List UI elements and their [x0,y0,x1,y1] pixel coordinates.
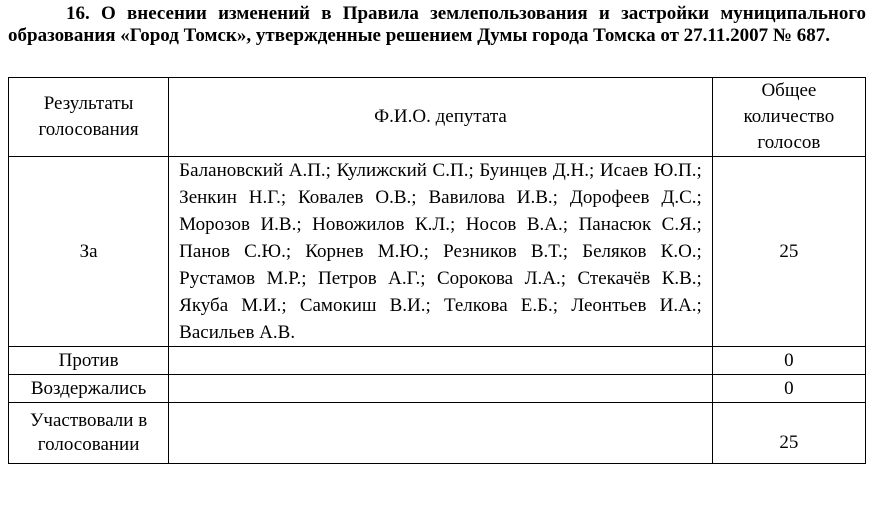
deputy-name: Леонтьев И.А.; [571,295,702,316]
deputy-name: Балановский А.П.; [179,160,331,181]
deputy-name: Буинцев Д.Н.; [479,160,595,181]
deputy-name: Ковалев О.В.; [298,187,417,208]
deputy-name: Самокиш В.И.; [299,295,431,316]
vote-count: 0 [712,347,865,375]
table-header-row [9,78,866,157]
deputy-name: Панасюк С.Я.; [578,214,702,235]
vote-count: 25 [712,157,865,347]
deputy-name: Беляков К.О.; [582,241,702,262]
table-row [9,347,866,375]
item-title: О внесении изменений в Правила землепользования и застройки муниципального образования «Город Томск», утвержденные решением Думы города Томска от 27.11.2007 № 687. [8,3,867,46]
header-total-votes: Общее количество голосов [712,78,865,157]
deputy-name: Резников В.Т.; [443,241,569,262]
voting-results-table [8,77,866,464]
item-heading [8,3,866,47]
table-row [9,157,866,347]
vote-count: 0 [712,375,865,403]
deputy-names-cell [169,347,713,375]
vote-count: 25 [712,403,865,464]
result-label: Воздержались [9,375,169,403]
deputy-name: Зенкин Н.Г.; [179,187,287,208]
deputy-names-cell [169,375,713,403]
deputy-name: Сорокова Л.А.; [437,268,566,289]
deputy-names-cell [169,403,713,464]
deputy-name: Якуба М.И.; [179,295,287,316]
deputy-names-cell [169,157,713,347]
deputy-name: Панов С.Ю.; [179,241,292,262]
deputy-name: Васильев А.В. [179,322,296,343]
result-label: Участвовали в голосовании [9,403,169,464]
deputy-name: Исаев Ю.П.; [599,160,702,181]
deputy-name: Вавилова И.В.; [428,187,558,208]
deputy-name: Петров А.Г.; [318,268,426,289]
item-number: 16. [66,3,90,24]
result-label: За [9,157,169,347]
deputy-name: Кулижский С.П.; [336,160,474,181]
deputy-name: Дорофеев Д.С.; [569,187,702,208]
header-deputy-name: Ф.И.О. депутата [169,78,713,157]
deputy-name: Морозов И.В.; [179,214,302,235]
deputy-name: Новожилов К.Л.; [312,214,456,235]
table-row [9,375,866,403]
result-label: Против [9,347,169,375]
header-results: Результаты голосования [9,78,169,157]
deputy-name: Стекачёв К.В.; [577,268,702,289]
deputy-name: Рустамов М.Р.; [179,268,307,289]
table-row [9,403,866,464]
deputy-name: Телкова Е.Б.; [443,295,559,316]
deputy-name: Носов В.А.; [465,214,569,235]
deputy-name: Корнев М.Ю.; [305,241,429,262]
